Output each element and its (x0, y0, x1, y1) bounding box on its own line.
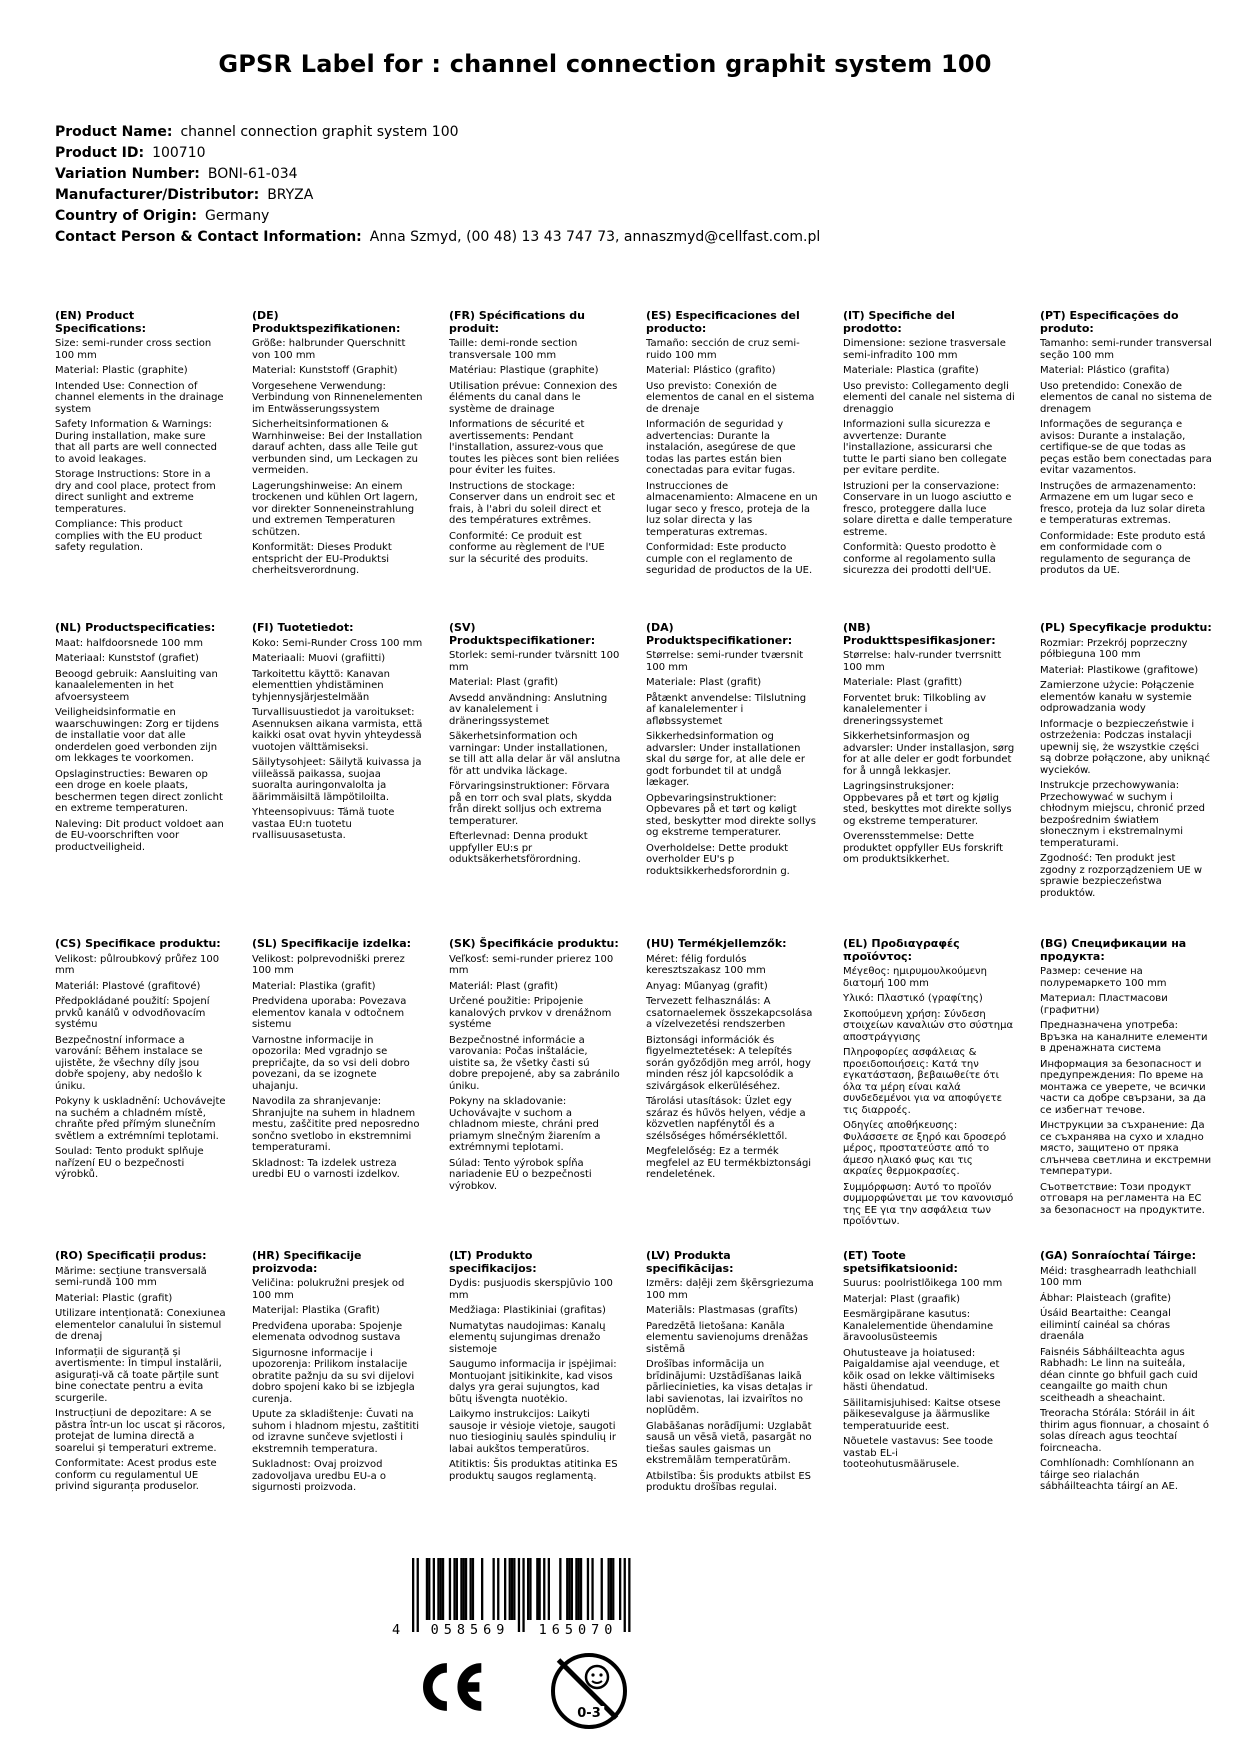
spec-block-en (55, 310, 227, 622)
spec-paragraph: Bezpečnostní informace a varování: Během instalace se ujistěte, že všechny díly jsou dobře spojeny, aby nedošlo k úniku. (55, 1034, 203, 1092)
spec-heading-da: (DA) Produktspecifikationer: (646, 621, 793, 647)
spec-paragraph: Glabāšanas norādījumi: Uzglabāt sausā un vēsā vietā, pasargāt no tiešas saules gaismas un ekstremālām temperatūrām. (646, 1420, 812, 1466)
spec-paragraph: Veiligheidsinformatie en waarschuwingen: Zorg er tijdens de installatie voor dat alle onderdelen goed verbonden zijn om lekkages te voorkomen. (55, 707, 220, 764)
spec-paragraph: Veličina: polukružni presjek od 100 mm (252, 1278, 405, 1301)
spec-paragraph: Forventet bruk: Tilkobling av kanalelementer i dreneringssystemet (843, 692, 987, 727)
spec-paragraph: Nõuetele vastavus: See toode vastab EL-i tooteohutusmäärusele. (843, 1436, 994, 1470)
spec-paragraph: Instructions de stockage: Conserver dans un endroit sec et frais, à l'abri du soleil direct et des températures extrêmes. (449, 480, 616, 526)
spec-paragraph: Material: Plástico (grafito) (646, 365, 776, 376)
spec-paragraph: Koko: Semi-Runder Cross 100 mm (252, 637, 423, 649)
spec-block-cs (55, 938, 227, 1250)
spec-paragraph: Informações de segurança e avisos: Durante a instalação, certifique-se de que todas as peças estão bem conectadas para evitar vazamentos. (1040, 419, 1212, 476)
spec-heading-nl: (NL) Productspecificaties: (55, 621, 216, 634)
barcode-right-group: 165070 (538, 1622, 618, 1638)
spec-paragraph: Lagerungshinweise: An einem trockenen und kühlen Ort lagern, vor direkter Sonneneinstrahlung und extremen Temperaturen schützen. (252, 480, 418, 538)
spec-paragraph: Vorgesehene Verwendung: Verbindung von Rinnenelementen im Entwässerungssystem (252, 380, 423, 415)
spec-paragraph: Σκοπούμενη χρήση: Σύνδεση στοιχείων καναλιών στο σύστημα αποστράγγισης (843, 1008, 1014, 1043)
spec-paragraph: Sikkerhetsinformasjon og advarsler: Under installasjon, sørg for at alle deler er godt forbundet for å unngå lekkasjer. (843, 731, 1015, 777)
spec-paragraph: Uso previsto: Collegamento degli elementi del canale nel sistema di drenaggio (843, 380, 1015, 415)
spec-paragraph: Tervezett felhasználás: A csatornaelemek összekapcsolása a vízelvezetési rendszerben (646, 996, 813, 1030)
spec-paragraph: Οδηγίες αποθήκευσης: Φυλάσσετε σε ξηρό και δροσερό μέρος, προστατεύστε από το άμεσο ηλιακό φως και τις ακραίες θερμοκρασίες. (843, 1120, 1007, 1177)
spec-paragraph: Size: semi-runder cross section 100 mm (55, 338, 212, 361)
spec-heading-ro: (RO) Specificații produs: (55, 1249, 207, 1262)
spec-heading-es: (ES) Especificaciones del producto: (646, 309, 800, 335)
spec-paragraph: Matériau: Plastique (graphite) (449, 365, 599, 376)
spec-paragraph: Súlad: Tento výrobok spĺňa nariadenie EÚ o bezpečnosti výrobkov. (449, 1157, 592, 1192)
spec-block-bg (1040, 938, 1212, 1250)
spec-paragraph: Storage Instructions: Store in a dry and cool place, protect from direct sunlight and extreme temperatures. (55, 469, 216, 515)
spec-paragraph: Størrelse: halv-runder tverrsnitt 100 mm (843, 650, 1002, 673)
spec-block-et (843, 1250, 1015, 1498)
spec-paragraph: Beoogd gebruik: Aansluiting van kanaalelementen in het afvoersysteem (55, 668, 218, 703)
page-title: GPSR Label for : channel connection graphit system 100 (218, 50, 992, 78)
spec-paragraph: Materiāls: Plastmasas (grafīts) (646, 1305, 798, 1316)
spec-paragraph: Numatytas naudojimas: Kanalų elementų sujungimas drenažo sistemoje (449, 1320, 606, 1355)
spec-heading-sl: (SL) Specifikacije izdelka: (252, 937, 412, 950)
spec-paragraph: Instrucciones de almacenamiento: Almacene en un lugar seco y fresco, proteja de la luz solar directa y las temperaturas extremas. (646, 480, 818, 538)
spec-paragraph: Съответствие: Този продукт отговаря на регламента на ЕС за безопасност на продуктите. (1040, 1181, 1205, 1216)
spec-paragraph: Materiale: Plastica (grafite) (843, 365, 979, 376)
spec-paragraph: Upute za skladištenje: Čuvati na suhom i hladnom mjestu, zaštititi od izravne sunčeve svjetlosti i ekstremnih temperatura. (252, 1409, 420, 1455)
spec-paragraph: Material: Plastic (graphite) (55, 365, 188, 376)
spec-paragraph: Pokyny na skladovanie: Uchovávajte v suchom a chladnom mieste, chráni pred priamym slnečným žiarením a extrémnymi teplotami. (449, 1096, 601, 1153)
spec-block-sk (449, 938, 621, 1250)
spec-paragraph: Säilytysohjeet: Säilytä kuivassa ja viileässä paikassa, suojaa suoralta auringonvalolta ja äärimmäisiltä lämpötiloilta. (252, 757, 422, 803)
spec-paragraph: Rozmiar: Przekrój poprzeczny półbieguna 100 mm (1040, 637, 1188, 660)
spec-paragraph: Tamanho: semi-runder transversal seção 100 mm (1040, 338, 1212, 361)
product-info-row (55, 122, 1195, 143)
spec-paragraph: Информация за безопасност и предупреждения: По време на монтажа се уверете, че всички части са добре свързани, за да се избегнат течове. (1040, 1058, 1207, 1116)
spec-paragraph: Uso previsto: Conexión de elementos de canal en el sistema de drenaje (646, 380, 815, 415)
spec-block-ga (1040, 1250, 1212, 1498)
spec-paragraph: Suurus: poolristlõikega 100 mm (843, 1278, 1003, 1289)
spec-paragraph: Treoracha Stórála: Stóráil in áit thirim agus fionnuar, a chosaint ó solas díreach agus teochtaí foircneacha. (1040, 1408, 1210, 1454)
spec-paragraph: Skladnost: Ta izdelek ustreza uredbi EU o varnosti izdelkov. (252, 1157, 400, 1180)
ce-mark-icon (402, 1662, 488, 1712)
spec-block-hr (252, 1250, 424, 1498)
spec-heading-cs: (CS) Specifikace produktu: (55, 937, 221, 950)
spec-paragraph: Veľkosť: semi-runder prierez 100 mm (449, 953, 614, 976)
product-info-block (55, 122, 1195, 248)
spec-heading-et: (ET) Toote spetsifikatsioonid: (843, 1249, 958, 1275)
product-info-label: Country of Origin: (55, 208, 197, 224)
spec-paragraph: Úsáid Beartaithe: Ceangal eilimintí cainéal sa chóras draenála (1040, 1308, 1171, 1342)
spec-paragraph: Conformidade: Este produto está em conformidade com o regulamento de segurança de produtos da UE. (1040, 530, 1206, 576)
spec-block-pt (1040, 310, 1212, 622)
spec-paragraph: Určené použitie: Pripojenie kanalových prvkov v drenážnom systéme (449, 996, 612, 1030)
spec-paragraph: Izmērs: daļēji zem šķērsgriezuma 100 mm (646, 1278, 814, 1301)
spec-block-es (646, 310, 818, 622)
spec-paragraph: Atitiktis: Šis produktas atitinka ES produktų saugos reglamentą. (449, 1459, 618, 1482)
spec-heading-en: (EN) Product Specifications: (55, 309, 147, 335)
spec-paragraph: Velikost: polprevodniški prerez 100 mm (252, 953, 405, 976)
spec-paragraph: Utilizare intenționată: Conexiunea elementelor canalului în sistemul de drenaj (55, 1308, 226, 1342)
spec-paragraph: Dydis: pusjuodis skerspjūvio 100 mm (449, 1278, 613, 1301)
spec-paragraph: Informacje o bezpieczeństwie i ostrzeżenia: Podczas instalacji upewnij się, że wszystkie części są dobrze połączone, aby uniknąć wycieków. (1040, 718, 1210, 776)
spec-block-lt (449, 1250, 621, 1498)
spec-paragraph: Förvaringsinstruktioner: Förvara på en torr och sval plats, skydda från direkt solljus och extrema temperaturer. (449, 781, 613, 827)
product-info-value: BONI-61-034 (207, 166, 298, 182)
spec-heading-hu: (HU) Termékjellemzők: (646, 937, 787, 950)
barcode-left-group: 058569 (430, 1622, 510, 1638)
product-info-row (55, 227, 1195, 248)
spec-paragraph: Materiaali: Muovi (grafiitti) (252, 653, 386, 664)
spec-paragraph: Instruções de armazenamento: Armazene em um lugar seco e fresco, proteja da luz solar direta e temperaturas extremas. (1040, 480, 1206, 526)
spec-paragraph: Materiale: Plast (grafit) (646, 677, 762, 688)
spec-paragraph: Opbevaringsinstruktioner: Opbevares på et tørt og køligt sted, beskytter mod direkte sollys og ekstreme temperaturer. (646, 792, 816, 838)
spec-paragraph: Compliance: This product complies with the EU product safety regulation. (55, 519, 203, 553)
spec-paragraph: Dimensione: sezione trasversale semi-infradito 100 mm (843, 338, 1006, 361)
spec-paragraph: Påtænkt anvendelse: Tilslutning af kanalelementer i afløbssystemet (646, 692, 807, 727)
spec-paragraph: Safety Information & Warnings: During installation, make sure that all parts are well connected to avoid leakages. (55, 419, 218, 465)
spec-block-lv (646, 1250, 818, 1498)
spec-paragraph: Größe: halbrunder Querschnitt von 100 mm (252, 338, 406, 361)
spec-block-sv (449, 622, 621, 938)
spec-paragraph: Velikost: půlroubkový průřez 100 mm (55, 953, 220, 976)
spec-paragraph: Anyag: Műanyag (grafit) (646, 980, 768, 992)
spec-paragraph: Predviđena uporaba: Spojenje elemenata odvodnog sustava (252, 1320, 403, 1343)
spec-paragraph: Μέγεθος: ημιρυμουλκούμενη διατομή 100 mm (843, 966, 987, 989)
product-info-label: Manufacturer/Distributor: (55, 187, 260, 203)
spec-paragraph: Instrucțiuni de depozitare: A se păstra într-un loc uscat și răcoros, protejat de lumina directă a soarelui și temperaturi extreme. (55, 1408, 226, 1454)
spec-paragraph: Taille: demi-ronde section transversale 100 mm (449, 338, 578, 361)
spec-paragraph: Faisnéis Sábháilteachta agus Rabhadh: Le linn na suiteála, déan cinnte go bhfuil gach cuid ceangailte go maith chun sceitheadh a sheachaint. (1040, 1346, 1198, 1404)
spec-paragraph: Uso pretendido: Conexão de elementos de canal no sistema de drenagem (1040, 380, 1212, 415)
spec-paragraph: Atbilstība: Šis produkts atbilst ES produktu drošības regulai. (646, 1470, 812, 1493)
spec-paragraph: Størrelse: semi-runder tværsnit 100 mm (646, 650, 804, 673)
spec-heading-sk: (SK) Špecifikácie produktu: (449, 937, 619, 950)
spec-paragraph: Πληροφορίες ασφάλειας & προειδοποιήσεις: Κατά την εγκατάσταση, βεβαιωθείτε ότι όλα τα μέρη είναι καλά συνδεδεμένοι για να αποφύγετε τις διαρροές. (843, 1047, 1003, 1116)
spec-paragraph: Intended Use: Connection of channel elements in the drainage system (55, 380, 224, 415)
spec-block-fi (252, 622, 424, 938)
spec-paragraph: Naleving: Dit product voldoet aan de EU-voorschriften voor productveiligheid. (55, 818, 224, 853)
spec-paragraph: Pokyny k uskladnění: Uchovávejte na suchém a chladném místě, chraňte před přímým slunečním světlem a extrémními teplotami. (55, 1096, 226, 1142)
spec-paragraph: Efterlevnad: Denna produkt uppfyller EU:s pr oduktsäkerhetsförordning. (449, 831, 588, 865)
spec-paragraph: Información de seguridad y advertencias: Durante la instalación, asegúrese de que todas las partes están bien conectadas para evitar fugas. (646, 419, 796, 476)
product-info-value: BRYZA (267, 187, 314, 203)
spec-paragraph: Konformität: Dieses Produkt entspricht der EU-Produktsi cherheitsverordnung. (252, 542, 392, 576)
spec-paragraph: Предназначена употреба: Връзка на каналните елементи в дренажната система (1040, 1020, 1208, 1054)
spec-paragraph: Materiał: Plastikowe (grafitowe) (1040, 664, 1199, 676)
product-info-label: Contact Person & Contact Information: (55, 229, 362, 245)
spec-block-nb (843, 622, 1015, 938)
spec-paragraph: Material: Kunststoff (Graphit) (252, 365, 398, 376)
spec-paragraph: Συμμόρφωση: Αυτό το προϊόν συμμορφώνεται με τον κανονισμό της ΕΕ για την ασφάλεια των προϊόντων. (843, 1181, 1014, 1227)
product-info-value: Germany (205, 208, 270, 224)
spec-paragraph: Méid: trasghearradh leathchiall 100 mm (1040, 1265, 1197, 1288)
spec-paragraph: Sikkerhedsinformation og advarsler: Under installationen skal du sørge for, at alle dele er godt forbundet til at undgå lækager. (646, 731, 805, 788)
spec-paragraph: Materiale: Plast (grafitt) (843, 677, 963, 688)
spec-paragraph: Informations de sécurité et avertissements: Pendant l'installation, assurez-vous que toutes les pièces sont bien reliées pour éviter les fuites. (449, 419, 620, 476)
product-info-label: Variation Number: (55, 166, 200, 182)
spec-paragraph: Conformitate: Acest produs este conform cu regulamentul UE privind siguranța produselor. (55, 1458, 217, 1492)
spec-paragraph: Informații de siguranță și avertismente: În timpul instalării, asigurați-vă că toate părțile sunt bine conectate pentru a evita scurgerile. (55, 1346, 222, 1404)
spec-paragraph: Istruzioni per la conservazione: Conservare in un luogo asciutto e fresco, proteggere dalla luce solare diretta e dalle temperature estreme. (843, 480, 1013, 538)
spec-paragraph: Materijal: Plastika (Grafit) (252, 1305, 380, 1316)
spec-paragraph: Ohutusteave ja hoiatused: Paigaldamise ajal veenduge, et kõik osad on lekke vältimiseks hästi ühendatud. (843, 1347, 1000, 1393)
spec-heading-fr: (FR) Spécifications du produit: (449, 309, 586, 335)
spec-paragraph: Material: Plástico (grafita) (1040, 365, 1170, 376)
barcode-first-digit: 4 (392, 1622, 401, 1638)
spec-paragraph: Ábhar: Plaisteach (grafite) (1040, 1292, 1172, 1304)
spec-heading-it: (IT) Specifiche del prodotto: (843, 309, 955, 335)
spec-paragraph: Yhteensopivuus: Tämä tuote vastaa EU:n tuotetu rvallisuusasetusta. (252, 807, 395, 841)
product-info-row (55, 164, 1195, 185)
spec-paragraph: Biztonsági információk és figyelmeztetések: A telepítés során győződjön meg arról, hogy minden rész jól kapcsolódik a szivárgások elkerüléséhez. (646, 1034, 811, 1092)
spec-paragraph: Zgodność: Ten produkt jest zgodny z rozporządzeniem UE w sprawie bezpieczeństwa produktów. (1040, 853, 1203, 899)
spec-block-da (646, 622, 818, 938)
spec-paragraph: Bezpečnostné informácie a varovania: Počas inštalácie, uistite sa, že všetky časti sú dobre prepojené, aby sa zabránilo úniku. (449, 1034, 620, 1092)
product-info-row (55, 185, 1195, 206)
spec-heading-fi: (FI) Tuotetiedot: (252, 621, 354, 634)
spec-paragraph: Material: Plastic (grafit) (55, 1292, 173, 1304)
spec-paragraph: Paredzētā lietošana: Kanāla elementu savienojums drenāžas sistēmā (646, 1320, 809, 1355)
spec-paragraph: Инструкции за съхранение: Да се съхранява на сухо и хладно място, защитено от пряка слънчева светлина и екстремни температури. (1040, 1120, 1212, 1177)
spec-paragraph: Megfelelőség: Ez a termék megfelel az EU termékbiztonsági rendeletének. (646, 1146, 812, 1180)
spec-paragraph: Navodila za shranjevanje: Shranjujte na suhem in hladnem mestu, zaščitite pred neposredno sončno svetlobo in ekstremnimi temperaturami. (252, 1096, 420, 1153)
spec-block-fr (449, 310, 621, 622)
spec-paragraph: Размер: сечение на полуремаркето 100 mm (1040, 966, 1167, 989)
spec-paragraph: Tarkoitettu käyttö: Kanavan elementtien yhdistäminen tyhjennysjärjestelmään (252, 668, 390, 703)
spec-block-nl (55, 622, 227, 938)
spec-paragraph: Zamierzone użycie: Połączenie elementów kanału w systemie odprowadzania wody (1040, 680, 1195, 714)
spec-heading-lt: (LT) Produkto specifikacijos: (449, 1249, 537, 1275)
spec-heading-hr: (HR) Specifikacije proizvoda: (252, 1249, 362, 1275)
product-info-label: Product Name: (55, 124, 173, 140)
spec-paragraph: Materjal: Plast (graafik) (843, 1293, 961, 1305)
spec-grid (55, 310, 1212, 1498)
spec-paragraph: Varnostne informacije in opozorila: Med vgradnjo se prepričajte, da so vsi deli dobro povezani, da se izognete uhajanju. (252, 1034, 410, 1092)
spec-paragraph: Saugumo informacija ir įspėjimai: Montuojant įsitikinkite, kad visos dalys yra gerai sujungtos, kad būtų išvengta nuotėkio. (449, 1359, 617, 1405)
spec-paragraph: Comhlíonadh: Comhlíonann an táirge seo rialachán sábháilteachta táirgí an AE. (1040, 1458, 1195, 1492)
spec-paragraph: Méret: félig fordulós keresztszakasz 100 mm (646, 953, 766, 976)
spec-block-ro (55, 1250, 227, 1498)
spec-paragraph: Overholdelse: Dette produkt overholder EU's p roduktsikkerhedsforordnin g. (646, 842, 790, 877)
spec-paragraph: Lagringsinstruksjoner: Oppbevares på et tørt og kjølig sted, beskyttes mot direkte sollys og ekstreme temperaturer. (843, 781, 1012, 827)
spec-paragraph: Υλικό: Πλαστικό (γραφίτης) (843, 993, 983, 1004)
spec-paragraph: Předpokládané použití: Spojení prvků kanálů v odvodňovacím systému (55, 996, 210, 1030)
spec-paragraph: Informazioni sulla sicurezza e avvertenze: Durante l'installazione, assicurarsi che tutte le parti siano ben collegate per evitare perdite. (843, 419, 1007, 476)
spec-paragraph: Säilitamisjuhised: Kaitse otsese päikesevalguse ja äärmuslike temperatuuride eest. (843, 1397, 1001, 1432)
spec-paragraph: Materiál: Plast (grafit) (449, 980, 559, 992)
spec-paragraph: Storlek: semi-runder tvärsnitt 100 mm (449, 650, 620, 673)
spec-paragraph: Soulad: Tento produkt splňuje nařízení EU o bezpečnosti výrobků. (55, 1146, 204, 1180)
product-info-value: channel connection graphit system 100 (180, 124, 459, 140)
age-warning-icon (548, 1650, 630, 1738)
spec-paragraph: Material: Plast (grafit) (449, 677, 559, 688)
spec-paragraph: Predvidena uporaba: Povezava elementov kanala v odtočnem sistemu (252, 996, 407, 1030)
spec-heading-lv: (LV) Produkta specifikācijas: (646, 1249, 734, 1275)
spec-paragraph: Mărime: secțiune transversală semi-rundă 100 mm (55, 1265, 207, 1288)
spec-paragraph: Materiaal: Kunststof (grafiet) (55, 653, 199, 664)
spec-block-sl (252, 938, 424, 1250)
spec-heading-sv: (SV) Produktspecifikationer: (449, 621, 596, 647)
spec-paragraph: Materiál: Plastové (grafitové) (55, 980, 201, 992)
spec-paragraph: Material: Plastika (grafit) (252, 980, 376, 992)
spec-paragraph: Overensstemmelse: Dette produktet oppfyller EUs forskrift om produktsikkerhet. (843, 831, 1004, 865)
age-warning-label: 0-3 (574, 1706, 604, 1721)
spec-heading-ga: (GA) Sonraíochtaí Táirge: (1040, 1249, 1196, 1262)
spec-paragraph: Sicherheitsinformationen & Warnhinweise: Bei der Installation darauf achten, dass alle Teile gut verbunden sind, um Leckagen zu vermeiden. (252, 419, 423, 476)
product-info-label: Product ID: (55, 145, 145, 161)
spec-paragraph: Maat: halfdoorsnede 100 mm (55, 637, 203, 649)
spec-paragraph: Drošības informācija un brīdinājumi: Uzstādīšanas laikā pārliecinieties, ka visas detaļas ir labi savienotas, lai izvairītos no noplūdēm. (646, 1359, 813, 1416)
spec-paragraph: Tamaño: sección de cruz semi-ruido 100 mm (646, 338, 800, 361)
spec-block-pl (1040, 622, 1212, 938)
spec-paragraph: Laikymo instrukcijos: Laikyti sausoje ir vėsioje vietoje, saugoti nuo tiesioginių saulės spindulių ir labai aukštos temperatūros. (449, 1409, 617, 1455)
spec-paragraph: Sukladnost: Ovaj proizvod zadovoljava uredbu EU-a o sigurnosti proizvoda. (252, 1459, 387, 1493)
product-info-value: 100710 (152, 145, 206, 161)
spec-paragraph: Medžiaga: Plastikiniai (grafitas) (449, 1305, 606, 1316)
spec-heading-pt: (PT) Especificações do produto: (1040, 309, 1179, 335)
spec-paragraph: Tárolási utasítások: Üzlet egy száraz és hűvös helyen, védje a közvetlen napfénytől és a szélsőséges hőmérséklettől. (646, 1096, 806, 1142)
spec-block-el (843, 938, 1015, 1250)
spec-block-hu (646, 938, 818, 1250)
spec-paragraph: Conformidad: Este producto cumple con el reglamento de seguridad de productos de la UE. (646, 542, 813, 576)
spec-heading-nb: (NB) Produkttspesifikasjoner: (843, 621, 996, 647)
spec-heading-bg: (BG) Спецификации на продукта: (1040, 937, 1187, 963)
product-info-row (55, 206, 1195, 227)
spec-paragraph: Материал: Пластмасови (графитни) (1040, 993, 1168, 1016)
barcode (392, 1558, 652, 1658)
spec-paragraph: Eesmärgipärane kasutus: Kanalelementide ühendamine äravoolusüsteemis (843, 1309, 994, 1343)
spec-paragraph: Conformité: Ce produit est conforme au règlement de l'UE sur la sécurité des produits. (449, 530, 605, 565)
spec-heading-el: (EL) Προδιαγραφές προϊόντος: (843, 937, 960, 963)
spec-block-de (252, 310, 424, 622)
spec-block-it (843, 310, 1015, 622)
product-info-row (55, 143, 1195, 164)
spec-paragraph: Avsedd användning: Anslutning av kanalelement i dräneringssystemet (449, 692, 608, 727)
spec-heading-de: (DE) Produktspezifikationen: (252, 309, 401, 335)
spec-paragraph: Conformità: Questo prodotto è conforme al regolamento sulla sicurezza dei prodotti dell'UE. (843, 542, 997, 576)
spec-paragraph: Instrukcje przechowywania: Przechowywać w suchym i chłodnym miejscu, chronić przed bezpośrednim światłem słonecznym i ekstremalnymi temperaturami. (1040, 780, 1206, 849)
spec-paragraph: Säkerhetsinformation och varningar: Under installationen, se till att alla delar är väl anslutna för att undvika läckage. (449, 731, 621, 777)
spec-paragraph: Opslaginstructies: Bewaren op een droge en koele plaats, beschermen tegen direct zonlicht en extreme temperaturen. (55, 768, 223, 814)
spec-heading-pl: (PL) Specyfikacje produktu: (1040, 621, 1212, 634)
spec-paragraph: Sigurnosne informacije i upozorenja: Prilikom instalacije obratite pažnju da su svi dijelovi dobro spojeni kako bi se izbjegla curenja. (252, 1347, 415, 1405)
spec-paragraph: Turvallisuustiedot ja varoitukset: Asennuksen aikana varmista, että kaikki osat ovat hyvin yhteydessä vuotojen välttämiseksi. (252, 707, 423, 753)
spec-paragraph: Utilisation prévue: Connexion des éléments du canal dans le système de drainage (449, 380, 618, 415)
product-info-value: Anna Szmyd, (00 48) 13 43 747 73, annaszmyd@cellfast.com.pl (369, 229, 821, 245)
